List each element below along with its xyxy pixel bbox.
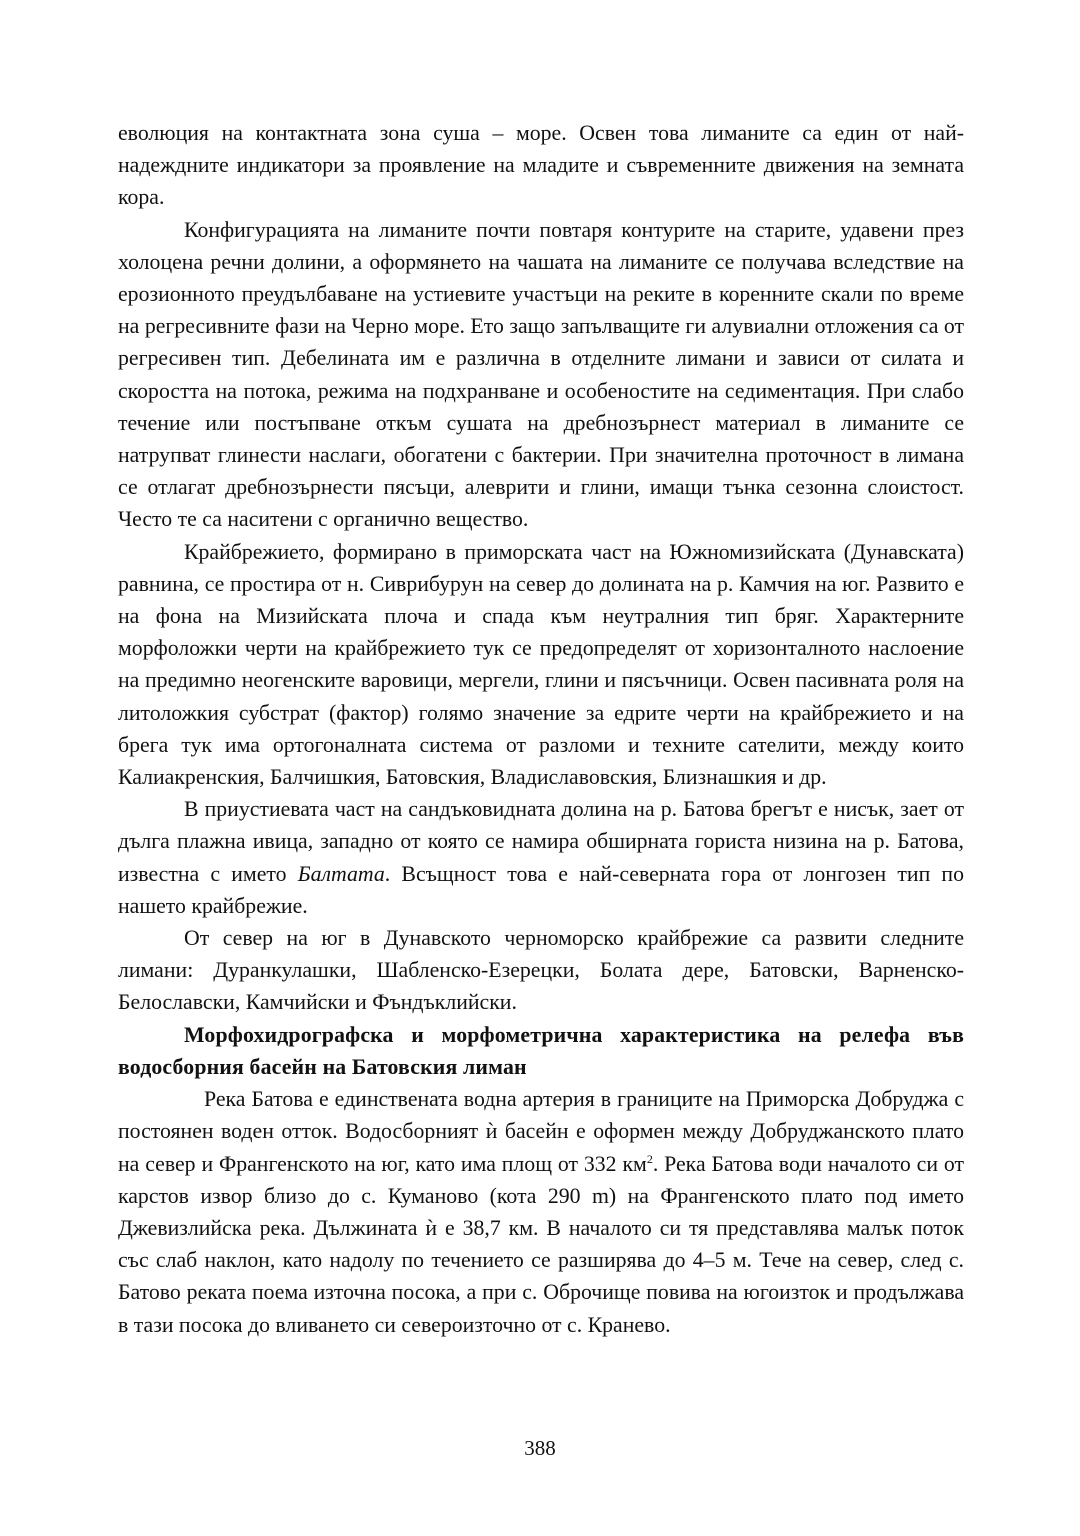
superscript-2: 2 xyxy=(646,1151,653,1166)
paragraph-liman-configuration: Конфигурацията на лиманите почти повтаря контурите на старите, удавени през холоцена речни долини, а оформянето на чашата на лиманите се получава вследствие на ерозионното преудълбаване на устиевите участъци на реките в коренните скали по време на регресивните фази на Черно море. Ето защо запълващите ги алувиални отложения са от регресивен тип. Дебелината им е различна в отделните лимани и зависи от силата и скоростта на потока, режима на подхранване и особеностите на седиментация. При слабо течение или постъпване откъм сушата на дребнозърнест материал в лиманите се натрупват глинести наслаги, обогатени с бактерии. При значителна проточност в лимана се отлагат дребнозърнести пясъци, алеврити и глини, имащи тънка сезонна слоистост. Често те са наситени с органично вещество. xyxy=(118,217,964,532)
paragraph-text: . Всъщност това е най-северната гора от лонгозен тип по нашето крайбрежие. xyxy=(118,861,964,918)
page-body xyxy=(118,117,964,1341)
paragraph-coastline: Крайбрежието, формирано в приморската част на Южномизийската (Дунавската) равнина, се простира от н. Сиврибурун на север до долината на р. Камчия на юг. Развито е на фона на Мизийската плоча и спада към неутралния тип бряг. Характерните морфоложки черти на крайбрежието тук се предопределят от хоризонталното наслоение на предимно неогенските варовици, мергели, глини и пясъчници. Освен пасивната роля на литоложкия субстрат (фактор) голямо значение за едрите черти на крайбрежието и на брега тук има ортогоналната система от разломи и техните сателити, между които Калиакренския, Балчишкия, Батовския, Владиславовския, Близнашкия и др. xyxy=(118,539,964,790)
paragraph-liman-list: От север на юг в Дунавското черноморско крайбрежие са развити следните лимани: Дуранкулашки, Шабленско-Езерецки, Болата дере, Батовски, Варненско-Белославски, Камчийски и Фъндъклийски. xyxy=(118,926,964,1015)
section-heading: Морфохидрографска и морфометрична характеристика на релефа във водосборния басейн на Батовския лиман xyxy=(118,1022,964,1079)
paragraph-text: В приустиевата част на сандъковидната долина на р. Батова брегът е нисък, зает от дълга плажна ивица, западно от която се намира обширната гориста низина на р. Батова, известна с името xyxy=(118,797,964,886)
emphasis-baltata: Балтата xyxy=(297,861,385,886)
paragraph-batova-mouth xyxy=(118,793,964,922)
paragraph-text: . Река Батова води началото си от карстов извор близо до с. Куманово (кота 290 m) на Франгенското плато под името Джевизлийска река. Дължината ѝ е 38,7 км. В началото си тя представлява малък поток със слаб наклон, като надолу по течението се разширява до 4–5 м. Тече на север, след с. Батово реката поема източна посока, а при с. Оброчище повива на югоизток и продължава в тази посока до вливането си североизточно от с. Кранево. xyxy=(118,1151,965,1337)
paragraph-batova-river xyxy=(118,1083,964,1341)
page-number: 388 xyxy=(524,1436,556,1460)
paragraph-text: Река Батова е единствената водна артерия в границите на Приморска Добруджа с постоянен воден отток. Водосборният ѝ басейн е оформен между Добруджанското плато на север и Франгенското на юг, като има площ от 332 км xyxy=(118,1087,964,1176)
paragraph-continuation: еволюция на контактната зона суша – море. Освен това лиманите са един от най-надеждните индикатори за проявление на младите и съвременните движения на земната кора. xyxy=(118,121,964,210)
